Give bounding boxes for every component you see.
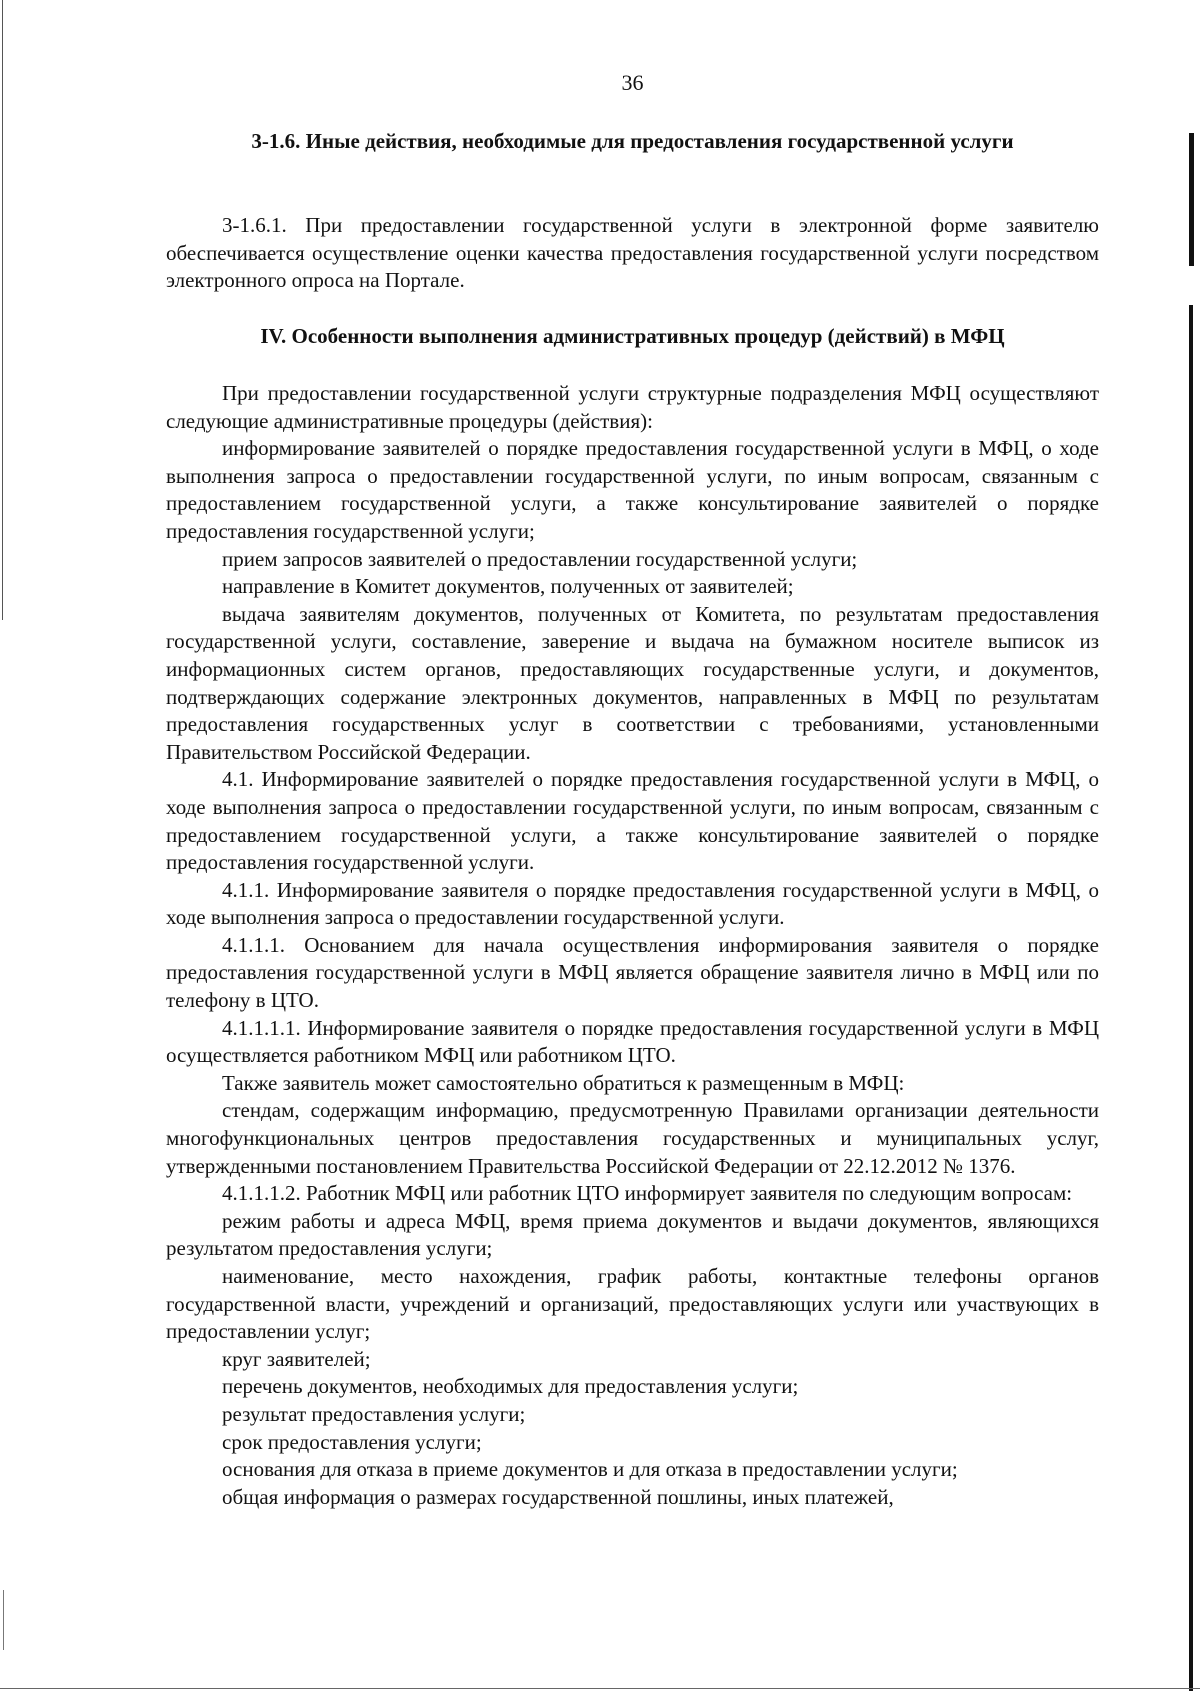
paragraph: 4.1.1. Информирование заявителя о порядке предоставления государственной услуги в МФЦ, о ходе выполнения запроса о предоставлении государственной услуги. — [166, 877, 1099, 930]
paragraph: 4.1. Информирование заявителей о порядке предоставления государственной услуги в МФЦ, о ходе выполнения запроса о предоставлении государственной услуги, по иным вопросам, связанным с предоставлением государственной услуги, а также консультирование заявителей о порядке предоставления государственной услуги. — [166, 767, 1099, 875]
section-3-1-6-title: 3-1.6. Иные действия, необходимые для предоставления государственной услуги — [251, 129, 1014, 153]
paragraph: стендам, содержащим информацию, предусмотренную Правилами организации деятельности многофункциональных центров предоставления государственных и муниципальных услуг, утвержденными постановлением Правительства Российской Федерации от 22.12.2012 № 1376. — [166, 1098, 1099, 1178]
paragraph: информирование заявителей о порядке предоставления государственной услуги в МФЦ, о ходе выполнения запроса о предоставлении государственной услуги, по иным вопросам, связанным с предоставлением государственной услуги, а также консультирование заявителей о порядке предоставления государственной услуги; — [166, 436, 1099, 543]
paragraph: Также заявитель может самостоятельно обратиться к размещенным в МФЦ: — [222, 1070, 905, 1095]
paragraph: выдача заявителям документов, полученных от Комитета, по результатам предоставления государственной услуги, составление, заверение и выдача на бумажном носителе выписок из информационных систем органов, предоставляющих государственные услуги, и документов, подтверждающих содержание электронных документов, направленных в МФЦ по результатам предоставления государственных услуг в соответствии с требованиями, установленными Правительством Российской Федерации. — [166, 601, 1099, 764]
section-iv-body — [166, 380, 1099, 1511]
paragraph: 4.1.1.1.1. Информирование заявителя о порядке предоставления государственной услуги в МФЦ осуществляется работником МФЦ или работником ЦТО. — [166, 1015, 1099, 1068]
paragraph: 3-1.6.1. При предоставлении государственной услуги в электронной форме заявителю обеспечивается осуществление оценки качества предоставления государственной услуги посредством электронного опроса на Портале. — [166, 213, 1099, 293]
paragraph: перечень документов, необходимых для предоставления услуги; — [222, 1374, 799, 1399]
paragraph: результат предоставления услуги; — [222, 1401, 526, 1426]
paragraph: наименование, место нахождения, график работы, контактные телефоны органов государственной власти, учреждений и организаций, предоставляющих услуги или участвующих в предоставлении услуг; — [166, 1264, 1099, 1344]
scan-edge-left — [2, 0, 3, 620]
section-iv-title: IV. Особенности выполнения административных процедур (действий) в МФЦ — [260, 324, 1005, 348]
paragraph: срок предоставления услуги; — [222, 1429, 482, 1454]
paragraph: направление в Комитет документов, полученных от заявителей; — [222, 574, 794, 599]
scan-edge-left-lower — [3, 1590, 4, 1650]
scan-edge-right-upper — [1189, 133, 1194, 266]
paragraph: 4.1.1.1.2. Работник МФЦ или работник ЦТО информирует заявителя по следующим вопросам: — [222, 1181, 1073, 1206]
paragraph: прием запросов заявителей о предоставлении государственной услуги; — [222, 546, 858, 571]
paragraph: 4.1.1.1. Основанием для начала осуществления информирования заявителя о порядке предоставления государственной услуги в МФЦ является обращение заявителя лично в МФЦ или по телефону в ЦТО. — [166, 932, 1099, 1013]
paragraph: общая информация о размерах государственной пошлины, иных платежей, — [222, 1484, 894, 1509]
page-number: 36 — [621, 70, 644, 95]
paragraph: круг заявителей; — [222, 1346, 371, 1371]
paragraph: основания для отказа в приеме документов и для отказа в предоставлении услуги; — [222, 1457, 958, 1482]
scan-edge-bottom — [0, 1688, 1200, 1689]
section-3-1-6-body — [166, 212, 1099, 295]
paragraph: режим работы и адреса МФЦ, время приема документов и выдачи документов, являющихся результатом предоставления услуги; — [166, 1208, 1099, 1261]
paragraph: При предоставлении государственной услуги структурные подразделения МФЦ осуществляют следующие административные процедуры (действия): — [166, 381, 1099, 433]
scan-edge-right-lower — [1189, 305, 1193, 1691]
